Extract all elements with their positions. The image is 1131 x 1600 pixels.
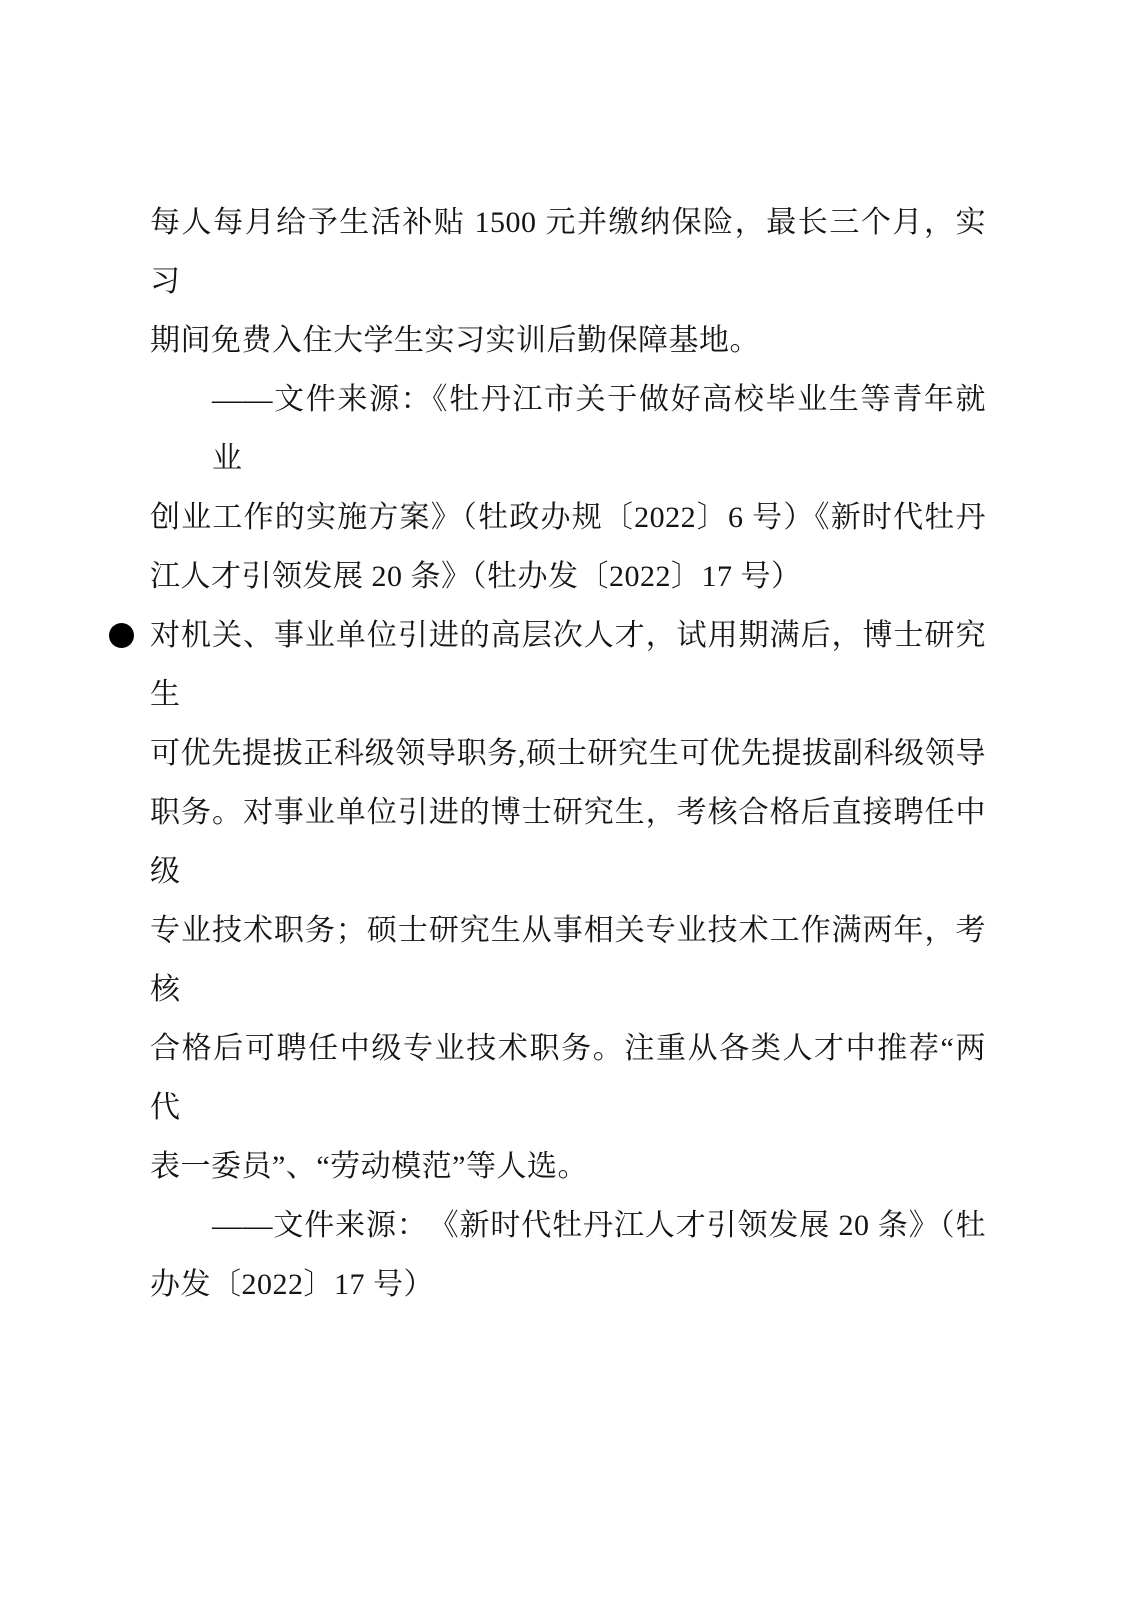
source-citation-paragraph bbox=[150, 370, 986, 606]
text-line: 创业工作的实施方案》（牡政办规〔2022〕6 号）《新时代牡丹 bbox=[150, 501, 986, 534]
text-line: 对机关、事业单位引进的高层次人才，试用期满后，博士研究生 bbox=[150, 619, 986, 711]
text-line: 可优先提拔正科级领导职务,硕士研究生可优先提拔副科级领导 bbox=[150, 737, 986, 770]
text-line: 期间免费入住大学生实习实训后勤保障基地。 bbox=[150, 324, 760, 357]
text-line: ——文件来源：《牡丹江市关于做好高校毕业生等青年就业 bbox=[212, 383, 986, 475]
text-line: ——文件来源： 《新时代牡丹江人才引领发展 20 条》（牡 bbox=[212, 1209, 986, 1242]
text-line: 合格后可聘任中级专业技术职务。注重从各类人才中推荐“两代 bbox=[150, 1032, 986, 1124]
text-line: 专业技术职务；硕士研究生从事相关专业技术工作满两年，考核 bbox=[150, 914, 986, 1006]
body-paragraph bbox=[150, 193, 986, 370]
document-content bbox=[150, 193, 986, 1314]
text-line: 江人才引领发展 20 条》（牡办发〔2022〕17 号） bbox=[150, 560, 802, 593]
text-line: 办发〔2022〕17 号） bbox=[150, 1268, 434, 1301]
source-citation-paragraph bbox=[150, 1196, 986, 1314]
text-line: 每人每月给予生活补贴 1500 元并缴纳保险，最长三个月，实习 bbox=[150, 206, 986, 298]
text-line: 表一委员”、“劳动模范”等人选。 bbox=[150, 1150, 588, 1183]
bullet-icon bbox=[109, 623, 134, 648]
bullet-paragraph bbox=[150, 606, 986, 1196]
text-line: 职务。对事业单位引进的博士研究生，考核合格后直接聘任中级 bbox=[150, 796, 986, 888]
